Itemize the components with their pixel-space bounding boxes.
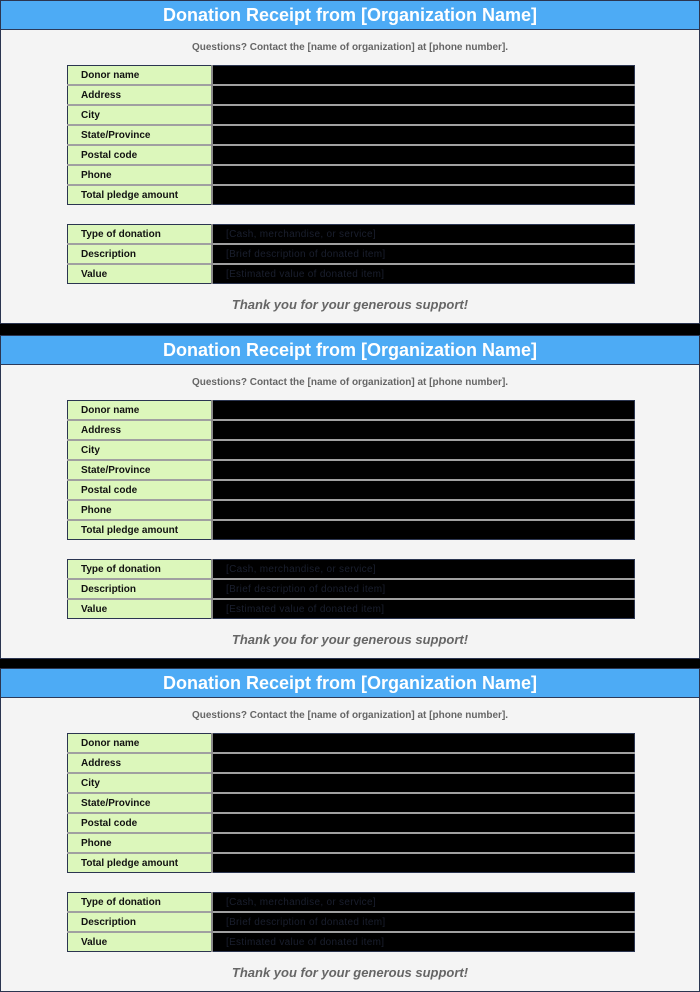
donation-receipt: [0, 668, 700, 992]
field-label: Value: [68, 599, 213, 619]
field-value-input[interactable]: [212, 85, 635, 105]
field-row: [68, 244, 635, 264]
field-row: [68, 460, 635, 480]
field-label: Phone: [68, 165, 213, 185]
field-row: [68, 579, 635, 599]
field-value-input[interactable]: [212, 165, 635, 185]
field-value-input[interactable]: [212, 185, 635, 205]
field-label: Value: [68, 264, 213, 284]
donation-receipt: [0, 0, 700, 324]
donor-info-table: [67, 733, 635, 873]
field-value-input[interactable]: [212, 734, 635, 754]
field-label: Donor name: [68, 66, 213, 86]
field-row: [68, 893, 635, 913]
field-label: Address: [68, 753, 213, 773]
field-value-input[interactable]: [212, 833, 635, 853]
donation-info-table: [67, 559, 635, 619]
field-value-input[interactable]: [212, 401, 635, 421]
field-value-input[interactable]: [212, 66, 635, 86]
field-value-input[interactable]: [212, 125, 635, 145]
field-label: State/Province: [68, 460, 213, 480]
field-row: [68, 560, 635, 580]
field-row: [68, 853, 635, 873]
receipt-title: Donation Receipt from [Organization Name]: [1, 336, 699, 365]
field-row: [68, 401, 635, 421]
field-label: Type of donation: [68, 893, 213, 913]
field-value-input[interactable]: [212, 500, 635, 520]
field-value-input[interactable]: [Estimated value of donated item]: [212, 932, 635, 952]
field-label: Postal code: [68, 813, 213, 833]
field-row: [68, 500, 635, 520]
field-value-input[interactable]: [212, 813, 635, 833]
field-row: [68, 480, 635, 500]
field-row: [68, 440, 635, 460]
field-row: [68, 185, 635, 205]
field-value-input[interactable]: [212, 440, 635, 460]
donation-receipt: [0, 335, 700, 659]
field-row: [68, 165, 635, 185]
field-value-input[interactable]: [212, 753, 635, 773]
field-value-input[interactable]: [212, 480, 635, 500]
field-label: Postal code: [68, 145, 213, 165]
field-row: [68, 793, 635, 813]
field-label: Donor name: [68, 734, 213, 754]
donor-info-table: [67, 400, 635, 540]
field-value-input[interactable]: [212, 145, 635, 165]
field-row: [68, 145, 635, 165]
contact-line: Questions? Contact the [name of organization] at [phone number].: [191, 710, 509, 721]
field-value-input[interactable]: [212, 793, 635, 813]
field-label: Postal code: [68, 480, 213, 500]
donor-info-table: [67, 65, 635, 205]
field-label: Type of donation: [68, 225, 213, 245]
field-value-input[interactable]: [212, 105, 635, 125]
field-value-input[interactable]: [Estimated value of donated item]: [212, 264, 635, 284]
receipt-title: Donation Receipt from [Organization Name]: [1, 1, 699, 30]
field-label: Address: [68, 420, 213, 440]
field-value-input[interactable]: [Brief description of donated item]: [212, 912, 635, 932]
field-value-input[interactable]: [Estimated value of donated item]: [212, 599, 635, 619]
field-label: City: [68, 105, 213, 125]
field-label: Donor name: [68, 401, 213, 421]
field-label: Total pledge amount: [68, 520, 213, 540]
field-label: City: [68, 773, 213, 793]
field-row: [68, 599, 635, 619]
field-label: Address: [68, 85, 213, 105]
field-row: [68, 520, 635, 540]
receipt-title: Donation Receipt from [Organization Name]: [1, 669, 699, 698]
field-value-input[interactable]: [212, 853, 635, 873]
field-label: Description: [68, 244, 213, 264]
field-label: Total pledge amount: [68, 185, 213, 205]
field-label: Description: [68, 912, 213, 932]
donation-info-table: [67, 892, 635, 952]
field-row: [68, 753, 635, 773]
field-row: [68, 734, 635, 754]
field-row: [68, 225, 635, 245]
field-label: City: [68, 440, 213, 460]
field-label: Value: [68, 932, 213, 952]
field-label: State/Province: [68, 125, 213, 145]
field-value-input[interactable]: [212, 420, 635, 440]
thank-you-message: Thank you for your generous support!: [231, 297, 469, 312]
field-value-input[interactable]: [Brief description of donated item]: [212, 579, 635, 599]
field-row: [68, 813, 635, 833]
field-row: [68, 85, 635, 105]
field-row: [68, 66, 635, 86]
field-value-input[interactable]: [212, 520, 635, 540]
field-row: [68, 932, 635, 952]
field-row: [68, 773, 635, 793]
field-value-input[interactable]: [212, 460, 635, 480]
field-row: [68, 125, 635, 145]
field-value-input[interactable]: [Brief description of donated item]: [212, 244, 635, 264]
field-label: Description: [68, 579, 213, 599]
field-label: Type of donation: [68, 560, 213, 580]
thank-you-message: Thank you for your generous support!: [231, 632, 469, 647]
contact-line: Questions? Contact the [name of organization] at [phone number].: [191, 377, 509, 388]
field-label: Phone: [68, 500, 213, 520]
field-value-input[interactable]: [212, 773, 635, 793]
field-label: Phone: [68, 833, 213, 853]
field-row: [68, 105, 635, 125]
field-row: [68, 420, 635, 440]
field-row: [68, 833, 635, 853]
thank-you-message: Thank you for your generous support!: [231, 965, 469, 980]
donation-info-table: [67, 224, 635, 284]
field-label: State/Province: [68, 793, 213, 813]
field-row: [68, 264, 635, 284]
field-value-input[interactable]: [Cash, merchandise, or service]: [212, 560, 635, 580]
field-value-input[interactable]: [Cash, merchandise, or service]: [212, 225, 635, 245]
field-row: [68, 912, 635, 932]
contact-line: Questions? Contact the [name of organization] at [phone number].: [191, 42, 509, 53]
field-label: Total pledge amount: [68, 853, 213, 873]
field-value-input[interactable]: [Cash, merchandise, or service]: [212, 893, 635, 913]
